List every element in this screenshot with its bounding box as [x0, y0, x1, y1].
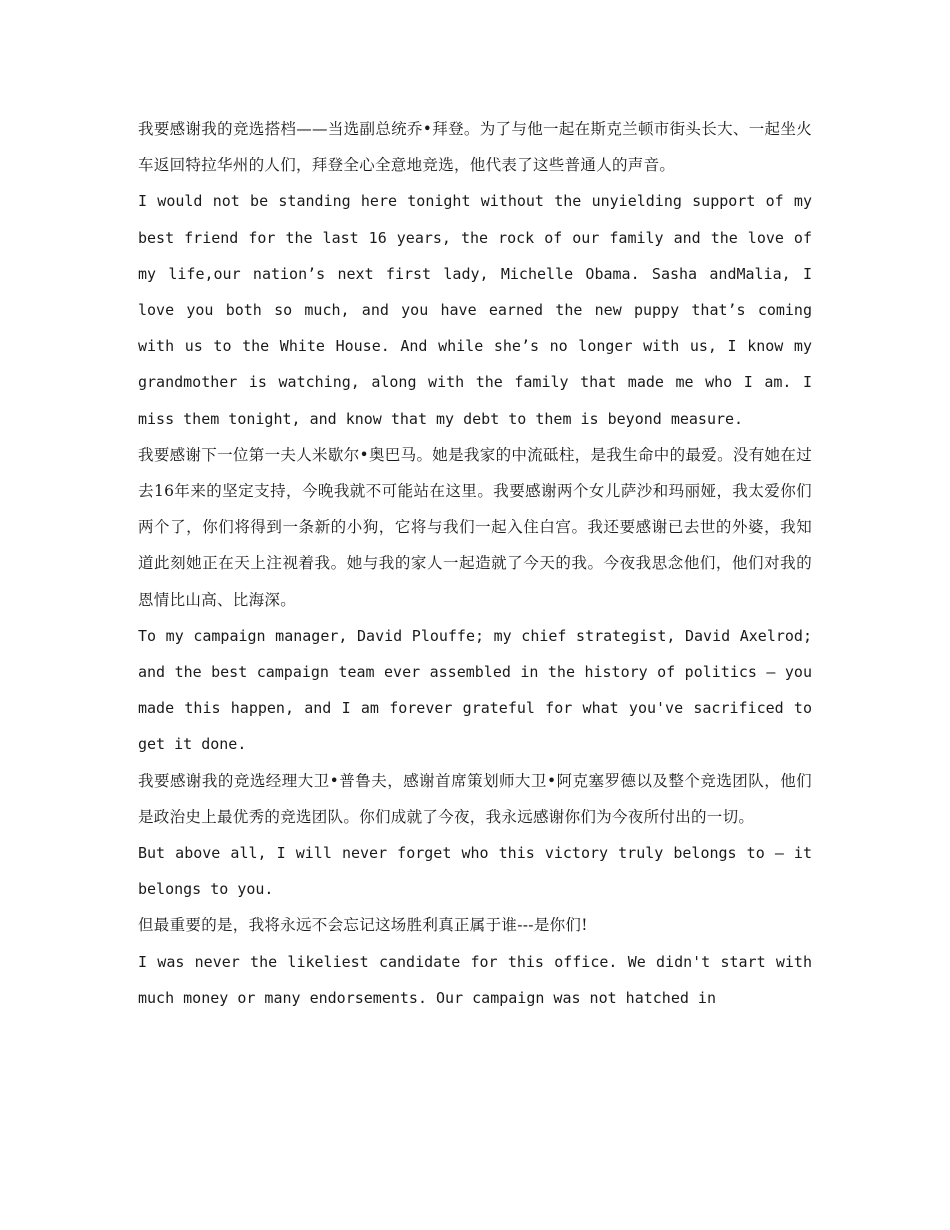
- paragraph-thanks-family-zh: 我要感谢下一位第一夫人米歇尔•奥巴马。她是我家的中流砥柱，是我生命中的最爱。没有她在过去16年来的坚定支持，今晚我就不可能站在这里。我要感谢两个女儿萨沙和玛丽娅，我太爱你们两个了，你们将得到一条新的小狗，它将与我们一起入住白宫。我还要感谢已去世的外婆，我知道此刻她正在天上注视着我。她与我的家人一起造就了今天的我。今夜我思念他们，他们对我的恩情比山高、比海深。: [138, 445, 812, 609]
- paragraph-thanks-campaign-en: To my campaign manager, David Plouffe; my chief strategist, David Axelrod; and the best campaign team ever assembled in the history of politics — you made this happen, and I am forever grateful for what you've sacrificed to get it done.: [138, 626, 812, 754]
- paragraph-thanks-biden-zh: 我要感谢我的竞选搭档——当选副总统乔•拜登。为了与他一起在斯克兰顿市街头长大、一起坐火车返回特拉华州的人们，拜登全心全意地竞选，他代表了这些普通人的声音。: [138, 120, 812, 175]
- paragraph-victory-belongs-zh: 但最重要的是，我将永远不会忘记这场胜利真正属于谁---是你们!: [138, 916, 588, 935]
- paragraph-thanks-campaign-zh: 我要感谢我的竞选经理大卫•普鲁夫，感谢首席策划师大卫•阿克塞罗德以及整个竞选团队，他们是政治史上最优秀的竞选团队。你们成就了今夜，我永远感谢你们为今夜所付出的一切。: [138, 771, 812, 826]
- document-body: [138, 111, 812, 1016]
- paragraph-thanks-family-en: I would not be standing here tonight without the unyielding support of my best friend for the last 16 years, the rock of our family and the love of my life,our nation’s next first lady, Michelle Obama. Sasha andMalia, I love you both so much, and you have earned the new puppy that’s coming with us to the White House. And while she’s no longer with us, I know my grandmother is watching, along with the family that made me who I am. I miss them tonight, and know that my debt to them is beyond measure.: [138, 192, 812, 428]
- paragraph-likeliest-candidate-en: I was never the likeliest candidate for this office. We didn't start with much money or many endorsements. Our campaign was not hatched in: [138, 952, 812, 1007]
- paragraph-victory-belongs-en: But above all, I will never forget who this victory truly belongs to — it belongs to you.: [138, 844, 812, 899]
